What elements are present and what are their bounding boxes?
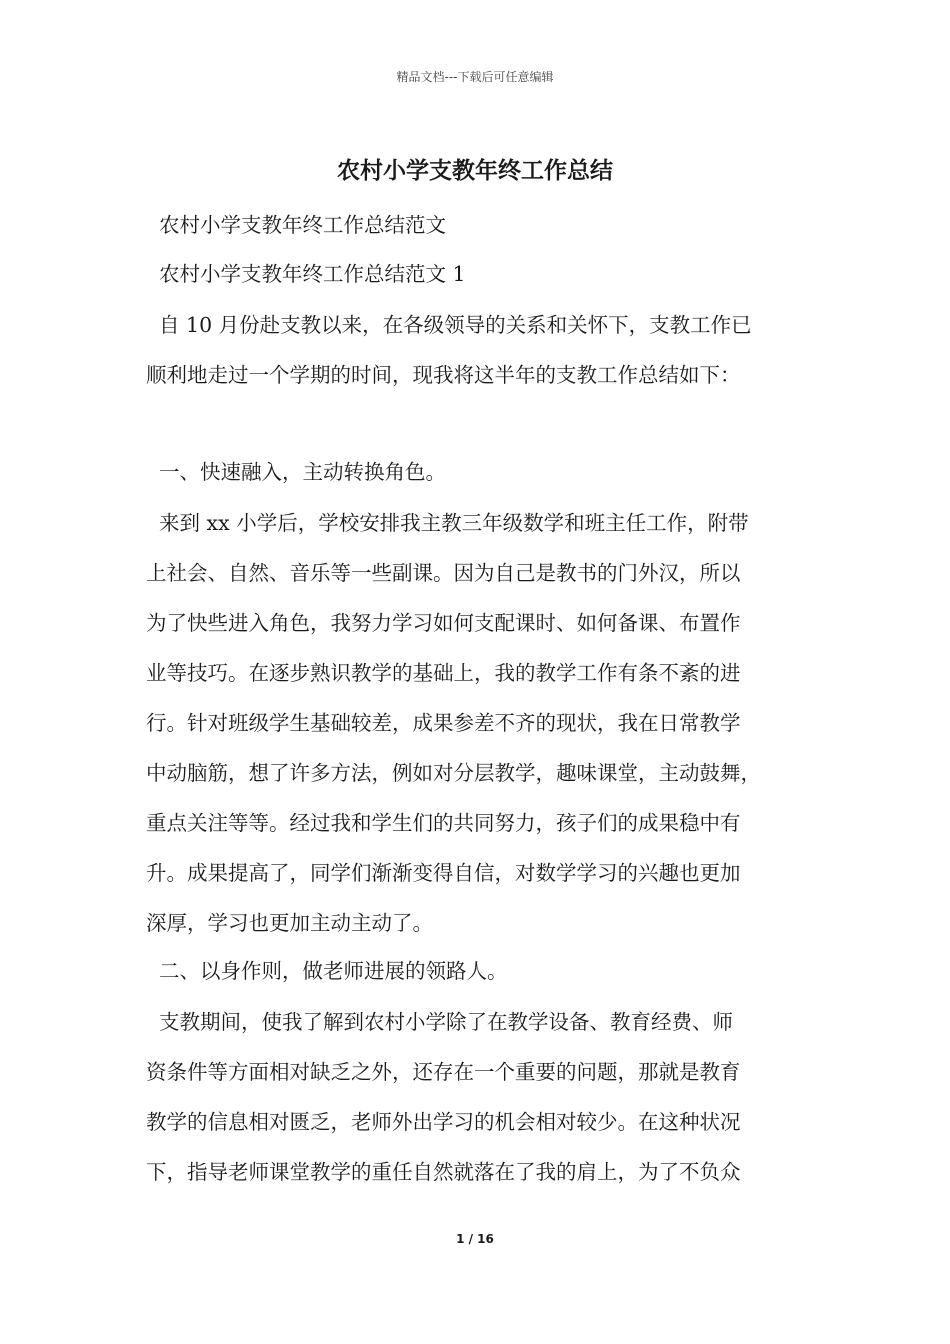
body-line: 中动脑筋，想了许多方法，例如对分层教学，趣味课堂，主动鼓舞， [146,761,761,785]
document-title: 农村小学支教年终工作总结 [337,158,613,184]
subtitle-line: 农村小学支教年终工作总结范文 [146,213,447,237]
body-line: 下，指导老师课堂教学的重任自然就落在了我的肩上，为了不负众 [146,1160,741,1184]
page-header-note: 精品文档---下载后可任意编辑 [396,70,554,84]
section-heading: 一、快速融入，主动转换角色。 [146,460,447,484]
body-line: 为了快些进入角色，我努力学习如何支配课时、如何备课、布置作 [146,611,741,635]
page-number: 1 / 16 [456,1232,494,1246]
section-heading: 二、以身作则，做老师进展的领路人。 [146,959,508,983]
body-line: 教学的信息相对匮乏，老师外出学习的机会相对较少。在这种状况 [146,1110,741,1134]
body-line: 顺利地走过一个学期的时间，现我将这半年的支教工作总结如下： [146,363,741,387]
body-line: 升。成果提高了，同学们渐渐变得自信，对数学学习的兴趣也更加 [146,861,741,885]
body-line: 深厚，学习也更加主动主动了。 [146,911,433,935]
body-line: 上社会、自然、音乐等一些副课。因为自己是教书的门外汉，所以 [146,561,741,585]
body-line: 自 10 月份赴支教以来，在各级领导的关系和关怀下，支教工作已 [146,313,752,337]
body-line: 业等技巧。在逐步熟识教学的基础上，我的教学工作有条不紊的进 [146,661,741,685]
body-line: 行。针对班级学生基础较差，成果参差不齐的现状，我在日常教学 [146,711,741,735]
body-line: 支教期间，使我了解到农村小学除了在教学设备、教育经费、师 [146,1010,734,1034]
body-line: 来到 xx 小学后，学校安排我主教三年级数学和班主任工作，附带 [146,511,749,535]
subtitle-line: 农村小学支教年终工作总结范文 1 [146,262,466,286]
body-line: 重点关注等等。经过我和学生们的共同努力，孩子们的成果稳中有 [146,811,741,835]
body-line: 资条件等方面相对缺乏之外，还存在一个重要的问题，那就是教育 [146,1060,741,1084]
